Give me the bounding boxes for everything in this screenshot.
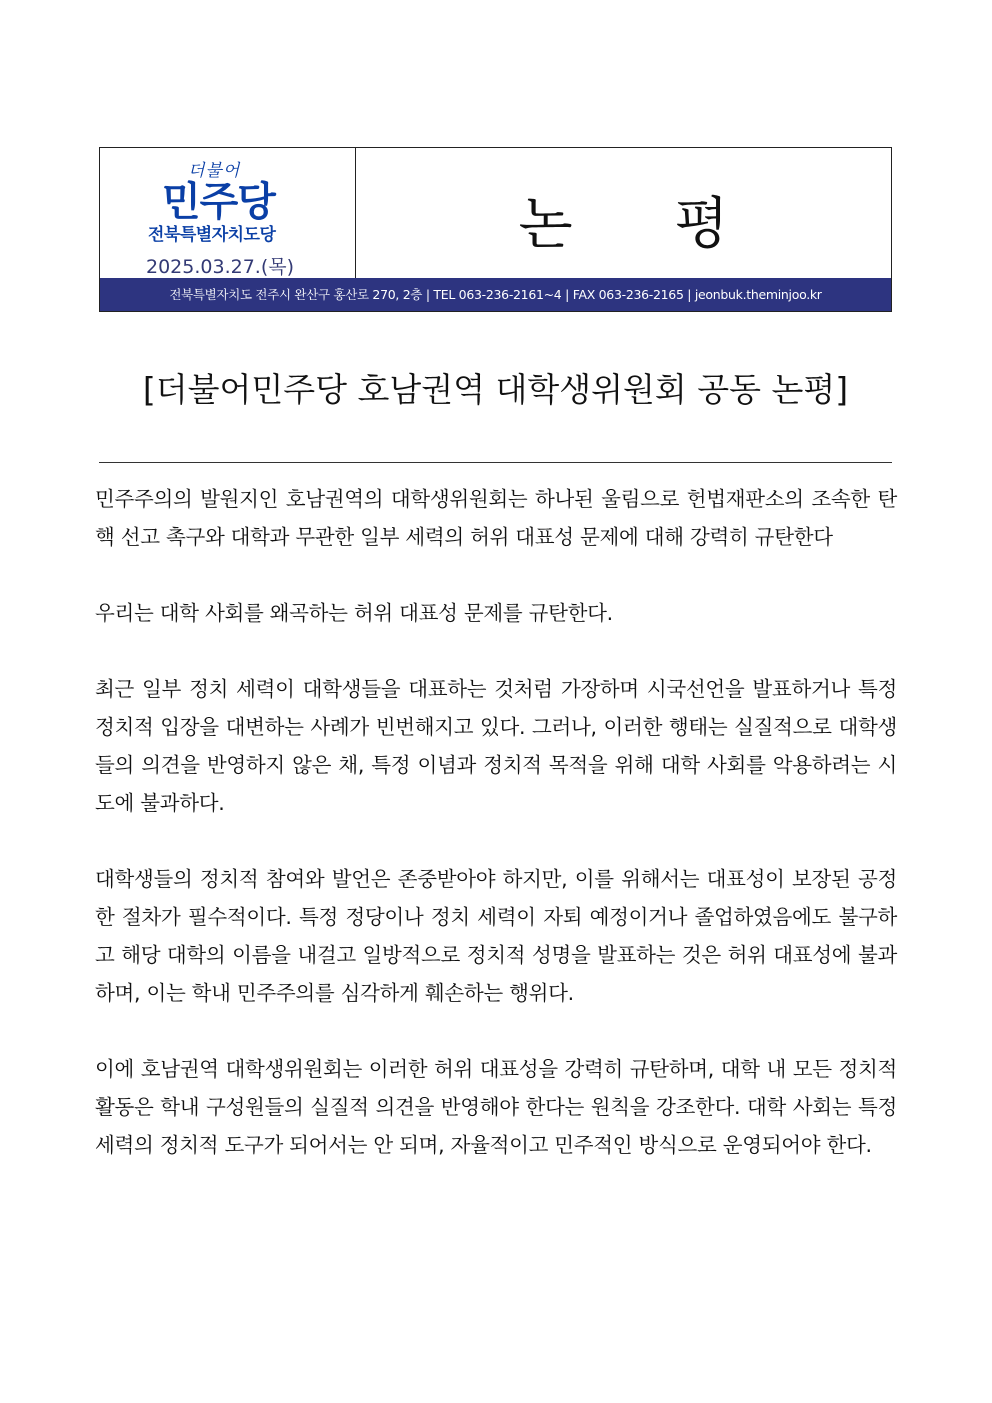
paragraph: 이에 호남권역 대학생위원회는 이러한 허위 대표성을 강력히 규탄하며, 대학 내 모든 정치적 활동은 학내 구성원들의 실질적 의견을 반영해야 한다는 원칙을 강조한다. 대학 사회는 특정 세력의 정치적 도구가 되어서는 안 되며, 자율적이고 민주적인 방식으로 운영되어야 한다. (95, 1057, 897, 1157)
logo-main-text: 민주당 (162, 179, 275, 225)
paragraph: 우리는 대학 사회를 왜곡하는 허위 대표성 문제를 규탄한다. (95, 601, 613, 625)
paragraph: 최근 일부 정치 세력이 대학생들을 대표하는 것처럼 가장하며 시국선언을 발표하거나 특정 정치적 입장을 대변하는 사례가 빈번해지고 있다. 그러나, 이러한 행태는 실질적으로 대학생들의 의견을 반영하지 않은 채, 특정 이념과 정치적 목적을 위해 대학 사회를 악용하려는 시도에 불과하다. (95, 677, 897, 815)
body-text (95, 480, 897, 1202)
headline: [더불어민주당 호남권역 대학생위원회 공동 논평] (142, 370, 849, 409)
press-header (99, 147, 892, 312)
paragraph: 대학생들의 정치적 참여와 발언은 존중받아야 하지만, 이를 위해서는 대표성이 보장된 공정한 절차가 필수적이다. 특정 정당이나 정치 세력이 자퇴 예정이거나 졸업하였음에도 불구하고 해당 대학의 이름을 내걸고 일방적으로 정치적 성명을 발표하는 것은 허위 대표성에 불과하며, 이는 학내 민주주의를 심각하게 훼손하는 행위다. (95, 867, 897, 1005)
logo-sub-text: 전북특별자치도당 (148, 225, 276, 245)
contact-bar: 전북특별자치도 전주시 완산구 홍산로 270, 2층 | TEL 063-236-2161~4 | FAX 063-236-2165 | jeonbuk.theminjoo.kr (100, 278, 891, 311)
release-date: 2025.03.27.(목) (146, 256, 295, 278)
party-logo-cell (100, 148, 356, 280)
paragraph: 민주주의의 발원지인 호남권역의 대학생위원회는 하나된 울림으로 헌법재판소의 조속한 탄핵 선고 촉구와 대학과 무관한 일부 세력의 허위 대표성 문제에 대해 강력히 규탄한다 (95, 487, 897, 549)
doc-type-cell (356, 148, 891, 280)
doc-type-title: 논 평 (518, 192, 771, 257)
logo-small-text: 더불어 (188, 161, 241, 181)
divider (99, 462, 892, 463)
